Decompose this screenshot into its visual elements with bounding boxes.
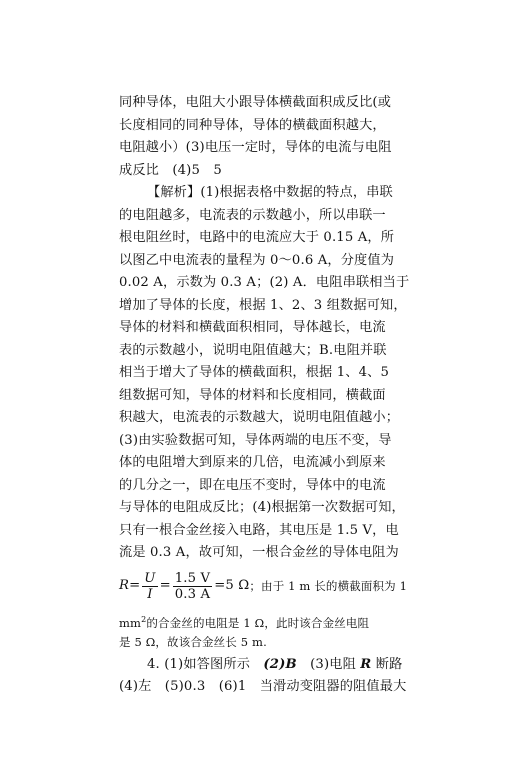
formula-tail: ；由于 1 m 长的横截面积为 1 [249, 579, 408, 594]
answer-text [119, 92, 411, 699]
analysis-line: 以图乙中电流表的量程为 0～0.6 A，分度值为 [119, 252, 395, 268]
unit-mm: mm [119, 615, 142, 630]
q4-part-3: (3)电阻 [296, 656, 361, 672]
formula-lhs: R [119, 578, 130, 594]
analysis-line: 的电阻越多，电流表的示数越小，所以串联一 [119, 207, 386, 223]
analysis-line: 增加了导体的长度，根据 1、2、3 组数据可知， [119, 297, 407, 313]
analysis-line: 流是 0.3 A，故可知，一根合金丝的导体电阻为 [119, 545, 399, 560]
analysis-line: 体的电阻增大到原来的几倍，电流减小到原来 [119, 455, 386, 470]
p1-line: 电阻越小）(3)电压一定时，导体的电流与电阻 [119, 140, 392, 155]
unit-superscript: 2 [141, 614, 147, 624]
analysis-line: (3)由实验数据可知，导体两端的电压不变，导 [119, 432, 392, 448]
analysis-line: 0.02 A，示数为 0.3 A；(2) A．电阻串联相当于 [119, 275, 410, 290]
analysis-line: 的几分之一，即在电压不变时，导体中的电流 [119, 477, 386, 493]
analysis-line: 组数据可知，导体的材料和长度相同，横截面 [119, 387, 386, 403]
analysis-line: 【解析】(1)根据表格中数据的特点，串联 [147, 185, 393, 200]
resistance-formula: R = $\frac{U}{I}$ = $\frac{1.5 V}{0.3 A}$ =5 Ω ；由于 1 m 长的横截面积为 1 [119, 571, 408, 602]
fraction-denominator: I [147, 587, 153, 602]
p1-line: 同种导体，电阻大小跟导体横截面积成反比(或 [119, 95, 392, 110]
p1-line: 长度相同的同种导体，导体的横截面积越大， [119, 117, 386, 133]
analysis-line: 表的示数越小，说明电阻值越大；B.电阻并联 [119, 342, 387, 358]
analysis-line: 只有一根合金丝接入电路，其电压是 1.5 V，电 [119, 522, 399, 538]
p3-line: 是 5 Ω，故该合金丝长 5 m. [119, 635, 267, 649]
analysis-line: 积越大，电流表的示数越大，说明电阻值越小； [119, 410, 400, 425]
q4-part-1: 4. (1)如答图所示 [147, 656, 264, 672]
analysis-line: 导体的材料和横截面积相同，导体越长，电流 [119, 320, 386, 335]
q4-symbol-r: R [360, 656, 372, 672]
q4-part-5: 断路 [371, 656, 403, 672]
formula-fraction-ui [142, 571, 157, 602]
q4-line: (4)左 (5)0.3 (6)1 当滑动变阻器的阻值最大 [119, 679, 407, 694]
formula-result: =5 Ω [214, 578, 250, 594]
p1-line: 成反比 (4)5 5 [119, 162, 222, 178]
analysis-line: 与导体的电阻成反比；(4)根据第一次数据可知， [119, 500, 405, 515]
formula-fraction-values [173, 571, 212, 602]
p3-line1-text: 的合金丝的电阻是 1 Ω，此时该合金丝电阻 [146, 615, 370, 630]
fraction-denominator: 0.3 A [174, 587, 211, 602]
p3-line [119, 609, 411, 632]
q4-line [119, 654, 411, 677]
fraction-numerator: 1.5 V [174, 571, 211, 586]
analysis-line: 相当于增大了导体的横截面积，根据 1、4、5 [119, 365, 390, 380]
q4-answer-b: (2)B [263, 656, 297, 672]
fraction-numerator: U [144, 571, 156, 586]
analysis-line: 根电阻丝时，电路中的电流应大于 0.15 A，所 [119, 230, 395, 245]
